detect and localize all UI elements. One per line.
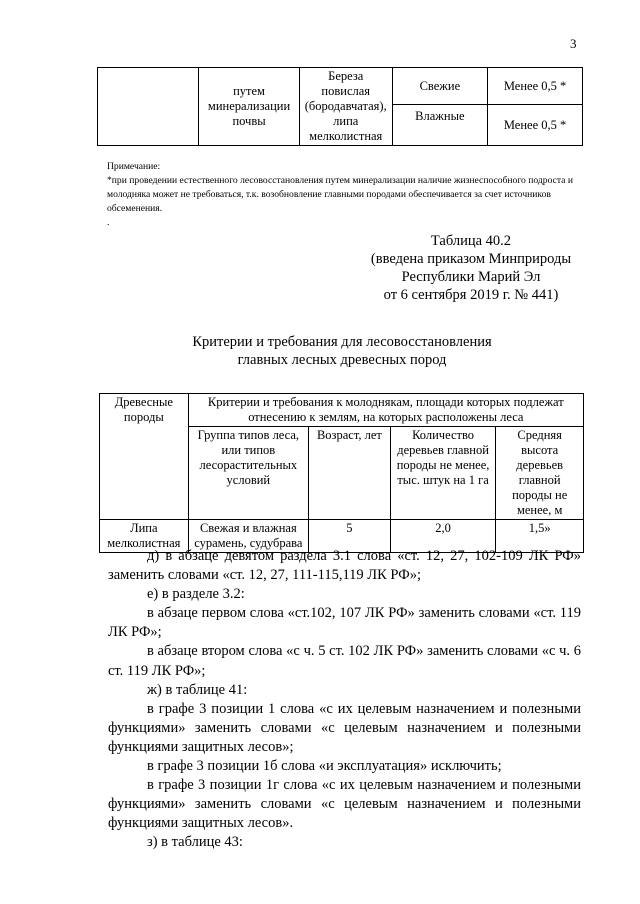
- cell-height: 1,5»: [496, 520, 584, 553]
- paragraph: в графе 3 позиции 1 слова «с их целевым назначением и полезными функциями» заменить словами «с целевым назначением и полезными функциями защитных лесов»;: [108, 700, 581, 755]
- paragraph: е) в разделе 3.2:: [147, 586, 245, 603]
- paragraph: з) в таблице 43:: [147, 834, 243, 851]
- header-forest-type: Группа типов леса, или типов лесорастительных условий: [188, 427, 308, 520]
- paragraph: д) в абзаце девятом раздела 3.1 слова «ст. 12, 27, 102-109 ЛК РФ» заменить словами «ст. 12, 27, 111-115,119 ЛК РФ»;: [108, 548, 581, 584]
- table-caption-line: Таблица 40.2: [430, 233, 512, 249]
- cell-species: Липа мелколистная: [100, 520, 189, 553]
- continued-table: [97, 67, 583, 146]
- cell-quantity: 2,0: [390, 520, 496, 553]
- page-number: 3: [570, 36, 577, 51]
- header-quantity: Количество деревьев главной породы не менее, тыс. штук на 1 га: [390, 427, 496, 520]
- header-criteria-group: Критерии и требования к молоднякам, площади которых подлежат отнесению к землям, на которых расположены леса: [188, 394, 583, 427]
- paragraph: в графе 3 позиции 1г слова «с их целевым назначением и полезными функциями» заменить словами «с целевым назначением и полезными функциями защитных лесов».: [108, 777, 581, 832]
- cell-forest-type: Свежая и влажная сурамень, судубрава: [188, 520, 308, 553]
- body-text: [108, 547, 581, 853]
- table-caption-line: (введена приказом Минприроды: [370, 251, 572, 267]
- note-dot: .: [107, 217, 110, 228]
- table-cell-species: Береза повислая (бородавчатая), липа мелколистная: [299, 68, 392, 146]
- table-cell-empty: [98, 68, 199, 146]
- table-caption-line: Республики Марий Эл: [401, 269, 541, 285]
- table-row: [98, 68, 583, 105]
- table-header-row: [100, 394, 584, 427]
- table-cell-method: путем минерализации почвы: [199, 68, 300, 146]
- note-text: *при проведении естественного лесовосстановления путем минерализации наличие жизнеспособного подроста и молодняка может не требоваться, т.к. возобновление главными породами обеспечивается за счет источников обсеменения.: [107, 175, 573, 214]
- paragraph: в графе 3 позиции 1б слова «и эксплуатация» исключить;: [147, 758, 502, 775]
- header-age: Возраст, лет: [309, 427, 391, 520]
- table-cell-condition: Влажные: [392, 105, 487, 146]
- header-species: Древесные породы: [100, 394, 189, 520]
- paragraph: в абзаце первом слова «ст.102, 107 ЛК РФ» заменить словами «ст. 119 ЛК РФ»;: [108, 605, 581, 641]
- paragraph: в абзаце втором слова «с ч. 5 ст. 102 ЛК РФ» заменить словами «с ч. 6 ст. 119 ЛК РФ»;: [108, 643, 581, 679]
- heading-line: Критерии и требования для лесовосстановления: [192, 334, 492, 350]
- table-heading: [100, 333, 584, 369]
- table-caption-line: от 6 сентября 2019 г. № 441): [383, 287, 559, 303]
- cell-age: 5: [309, 520, 391, 553]
- heading-line: главных лесных древесных пород: [237, 352, 447, 368]
- header-height: Средняя высота деревьев главной породы не менее, м: [496, 427, 584, 520]
- table-cell-condition: Свежие: [392, 68, 487, 105]
- criteria-table: [99, 393, 584, 553]
- table-cell-value: Менее 0,5 *: [488, 68, 583, 105]
- table-caption: [360, 232, 582, 304]
- table-cell-value: Менее 0,5 *: [488, 105, 583, 146]
- table-note: [107, 160, 583, 230]
- paragraph: ж) в таблице 41:: [147, 681, 248, 698]
- note-title: Примечание:: [107, 161, 161, 172]
